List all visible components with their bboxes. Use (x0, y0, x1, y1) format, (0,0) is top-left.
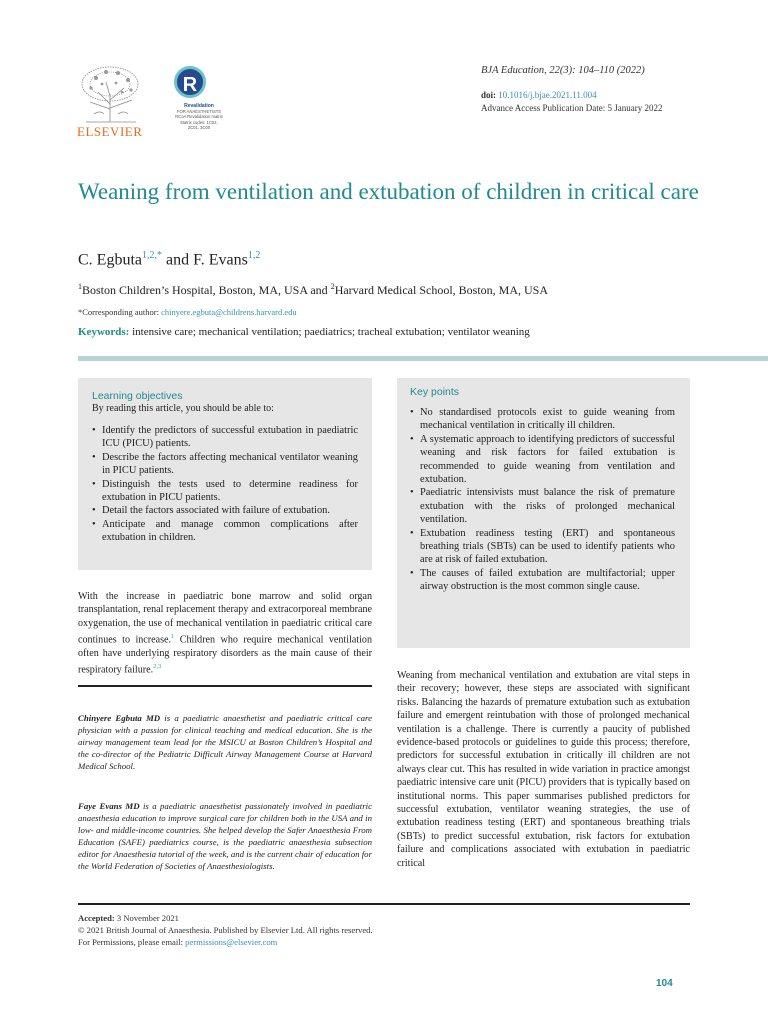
corresponding-label: *Corresponding author: (78, 307, 159, 317)
affiliations (78, 282, 548, 298)
footer-divider (78, 903, 690, 905)
list-item: • A systematic approach to identifying predictors of successful weaning and risk factors for failed extubation is recommended to guide weaning from ventilation and extubation. (410, 433, 675, 487)
list-item: • No standardised protocols exist to guide weaning from mechanical ventilation in critically ill children. (410, 406, 675, 433)
key-points-heading: Key points (410, 386, 460, 398)
permissions-email-link[interactable]: permissions@elsevier.com (185, 937, 278, 947)
permissions-label: For Permissions, please email: (78, 937, 186, 947)
author-2: F. Evans (193, 251, 248, 269)
key-points-box (397, 378, 690, 648)
badge-line-3: RCoA Revalidation matrix (175, 114, 223, 120)
advance-access-date: Advance Access Publication Date: 5 January 2022 (481, 103, 663, 113)
author-and: and (166, 251, 190, 269)
list-item: • Paediatric intensivists must balance the risk of premature extubation with the risks of prolonged mechanical ventilation. (410, 486, 675, 526)
ref-link-1[interactable]: 1 (171, 633, 175, 641)
list-item: • Describe the factors affecting mechanical ventilator weaning in PICU patients. (92, 451, 358, 478)
learning-objectives-list (92, 424, 358, 545)
affil-1: Boston Children’s Hospital, Boston, MA, USA and (82, 283, 331, 297)
journal-citation: BJA Education, 22(3): 104–110 (2022) (481, 65, 645, 76)
list-item: • Identify the predictors of successful extubation in paediatric ICU (PICU) patients. (92, 424, 358, 451)
list-item: • Anticipate and manage common complications after extubation in children. (92, 518, 358, 545)
keywords-list: intensive care; mechanical ventilation; paediatrics; tracheal extubation; ventilator weaning (132, 326, 530, 338)
page-number: 104 (656, 978, 673, 989)
permissions-line (78, 937, 277, 947)
key-points-list (410, 406, 675, 594)
article-title: Weaning from ventilation and extubation of children in critical care (78, 179, 699, 204)
bio-2-text: is a paediatric anaesthetist passionately involved in paediatric anaesthesia education to improve surgical care for children both in the USA and in low- and middle-income countries. She helped develop the Safer Anaesthesia From Education (SAFE) paediatrics course, is the paediatric anaesthesia subsection editor for Anaesthesia tutorial of the week, and is the current chair of education for the World Federation of Societies of Anaesthesiologists. (78, 801, 372, 871)
affil-2: Harvard Medical School, Boston, MA, USA (334, 283, 548, 297)
revalidation-r-icon: R (174, 66, 206, 98)
accepted-line (78, 913, 179, 923)
accepted-date: 3 November 2021 (116, 913, 179, 923)
corresponding-author (78, 307, 297, 317)
doi-line (481, 90, 597, 100)
list-item: • Detail the factors associated with failure of extubation. (92, 504, 358, 517)
author-2-affiliation-ref[interactable]: 1,2 (247, 250, 261, 261)
list-item: • Extubation readiness testing (ERT) and spontaneous breathing trials (SBTs) can be used to identify patients who are at risk of failed extubation. (410, 527, 675, 567)
learning-objectives-heading: Learning objectives (92, 390, 183, 402)
publisher-name: ELSEVIER (77, 124, 143, 139)
bio-2-name: Faye Evans MD (78, 801, 140, 811)
badge-line-5: 2C01, 3C00 (187, 124, 211, 130)
keywords-label: Keywords: (78, 326, 130, 338)
corresponding-email-link[interactable]: chinyere.egbuta@childrens.harvard.edu (161, 307, 297, 317)
title-divider (78, 356, 768, 361)
bio-1-name: Chinyere Egbuta MD (78, 713, 161, 723)
keywords-line (78, 326, 530, 338)
bio-evans (78, 800, 372, 872)
left-body-paragraph (78, 590, 372, 677)
doi-label: doi: (481, 90, 497, 100)
author-line (78, 250, 260, 269)
accepted-label: Accepted: (78, 913, 115, 923)
author-1-affiliation-ref[interactable]: 1,2,* (142, 250, 162, 261)
copyright-line: © 2021 British Journal of Anaesthesia. Published by Elsevier Ltd. All rights reserved. (78, 925, 373, 935)
learning-objectives-intro: By reading this article, you should be able to: (92, 403, 274, 414)
badge-line-4: Matrix codes: 1C02, (180, 119, 218, 125)
bio-1-text: is a paediatric anaesthetist and paediatric critical care physician with a passion for clinical teaching and medical education. She is the airway management team lead for the MSICU at Boston Children’s Hospital and the co-director of the Pediatric Difficult Airway Management Course at Harvard Medical School. (78, 713, 372, 771)
badge-line-2: FOR ANAESTHETISTS (176, 109, 222, 115)
author-1: C. Egbuta (78, 251, 142, 269)
right-body-paragraph: Weaning from mechanical ventilation and extubation are vital steps in their recovery; however, these steps are associated with significant risks. Balancing the hazards of premature extubation such as extubation failure and emergent reintubation with those of prolonged mechanical ventilation is a challenge. There is currently a paucity of published evidence-based protocols or guidelines to guide this process; therefore, predictors for successful extubation in critically ill children are not always clear cut. This has resulted in wide variation in practice amongst paediatric intensive care unit (PICU) providers that is typically based on institutional norms. This paper summarises published predictors for successful extubation, ventilator weaning strategies, the use of extubation readiness testing (ERT) and spontaneous breathing trials (SBTs) to predict successful extubation, risk factors for extubation failure and complications associated with extubation in paediatric critical (397, 670, 690, 869)
list-item: • Distinguish the tests used to determine readiness for extubation in PICU patients. (92, 478, 358, 505)
bio-divider (78, 685, 372, 687)
left-para-b: Children who require mechanical ventilation often have underlying respiratory disorders as the main cause of their respiratory failure. (78, 634, 373, 676)
affil-1-marker: 1 (78, 282, 82, 291)
left-para-a: With the increase in paediatric bone marrow and solid organ transplantation, renal replacement therapy and extracorporeal membrane oxygenation, the use of mechanical ventilation in paediatric critical care continues to increase. (78, 591, 372, 646)
ref-link-2-3[interactable]: 2,3 (153, 663, 162, 671)
affil-2-marker: 2 (330, 282, 335, 291)
badge-line-1: Revalidation (184, 103, 214, 109)
list-item: • The causes of failed extubation are multifactorial; upper airway obstruction is the most common single cause. (410, 567, 675, 594)
doi-link[interactable]: 10.1016/j.bjae.2021.11.004 (498, 90, 597, 100)
learning-objectives-box (78, 378, 372, 570)
bio-egbuta (78, 712, 372, 772)
